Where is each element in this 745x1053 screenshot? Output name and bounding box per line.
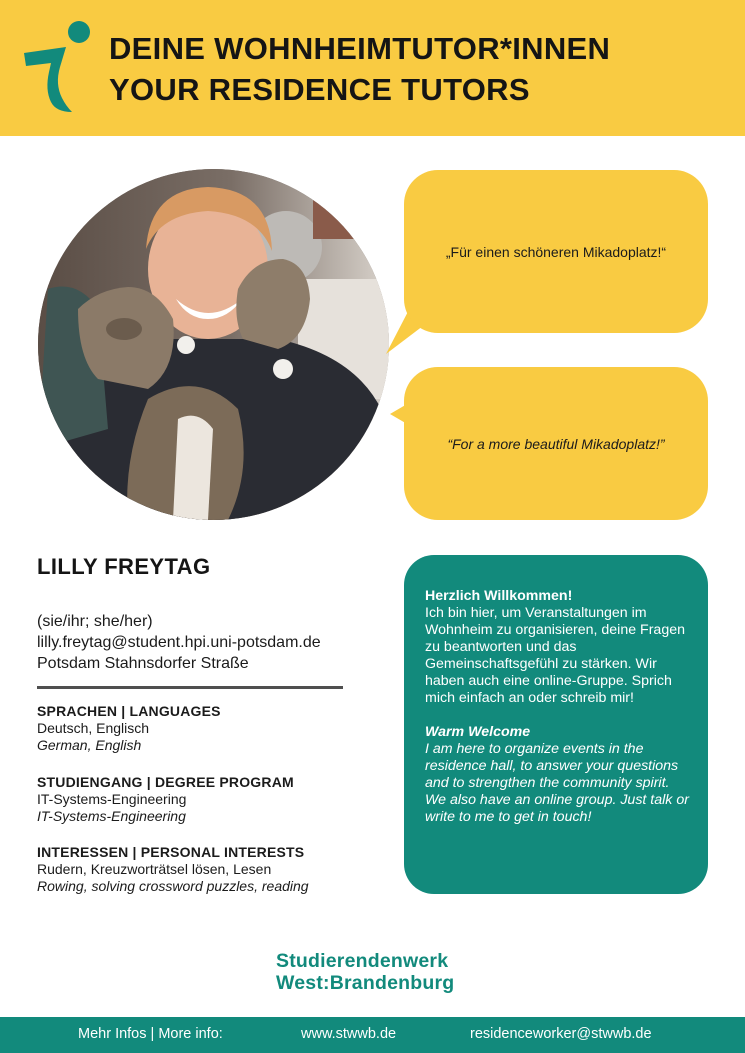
quote-bubble-english: [404, 367, 708, 520]
interests-section: [37, 844, 309, 895]
welcome-box: [404, 555, 708, 894]
title-english: YOUR RESIDENCE TUTORS: [109, 72, 530, 107]
info-i-icon: [22, 20, 92, 116]
footer-bar: [0, 1017, 745, 1053]
tutor-photo: [38, 169, 389, 520]
contact-block: [37, 611, 321, 674]
page-title: [109, 28, 610, 110]
divider: [37, 686, 343, 689]
footer-website-link[interactable]: www.stwwb.de: [301, 1026, 397, 1042]
welcome-heading-english: Warm Welcome: [425, 724, 531, 740]
brand-logo: [276, 950, 454, 994]
brand-line-2: West:Brandenburg: [276, 972, 455, 994]
title-german: DEINE WOHNHEIMTUTOR*INNEN: [109, 31, 611, 66]
brand-line-1: Studierendenwerk: [276, 950, 449, 972]
degree-section: [37, 774, 294, 825]
languages-section: [37, 703, 221, 754]
header-banner: [0, 0, 745, 136]
welcome-text-english: I am here to organize events in the residence hall, to answer your questions and to strengthen the community spirit. We also have an online group. Just talk or write to me to get in touch!: [425, 741, 689, 825]
quote-english: “For a more beautiful Mikadoplatz!”: [447, 435, 665, 452]
interests-english: Rowing, solving crossword puzzles, reading: [37, 878, 309, 894]
degree-english: IT-Systems-Engineering: [37, 808, 186, 824]
footer-email-link[interactable]: residenceworker@stwwb.de: [470, 1026, 652, 1042]
languages-english: German, English: [37, 737, 142, 753]
languages-german: Deutsch, Englisch: [37, 720, 150, 736]
languages-heading: SPRACHEN | LANGUAGES: [37, 703, 221, 719]
interests-heading: INTERESSEN | PERSONAL INTERESTS: [37, 844, 305, 860]
tutor-with-cats-image: [38, 169, 389, 520]
quote-bubble-german: [404, 170, 708, 333]
degree-heading: STUDIENGANG | DEGREE PROGRAM: [37, 774, 294, 790]
tutor-name: LILLY FREYTAG: [37, 554, 211, 579]
welcome-heading-german: Herzlich Willkommen!: [425, 588, 573, 604]
interests-german: Rudern, Kreuzworträtsel lösen, Lesen: [37, 861, 272, 877]
welcome-text-german: Ich bin hier, um Veranstaltungen im Wohnheim zu organisieren, deine Fragen zu beantworten und das Gemeinschaftsgefühl zu stärken. Wir haben auch eine online-Gruppe. Sprich mich einfach an oder schreib mir!: [425, 605, 685, 706]
degree-german: IT-Systems-Engineering: [37, 791, 187, 807]
email-link[interactable]: lilly.freytag@student.hpi.uni-potsdam.de: [37, 634, 321, 651]
pronouns: (sie/ihr; she/her): [37, 613, 153, 630]
footer-more-info: Mehr Infos | More info:: [78, 1026, 223, 1042]
quote-german: „Für einen schöneren Mikadoplatz!“: [445, 243, 667, 260]
residence-location: Potsdam Stahnsdorfer Straße: [37, 655, 249, 672]
